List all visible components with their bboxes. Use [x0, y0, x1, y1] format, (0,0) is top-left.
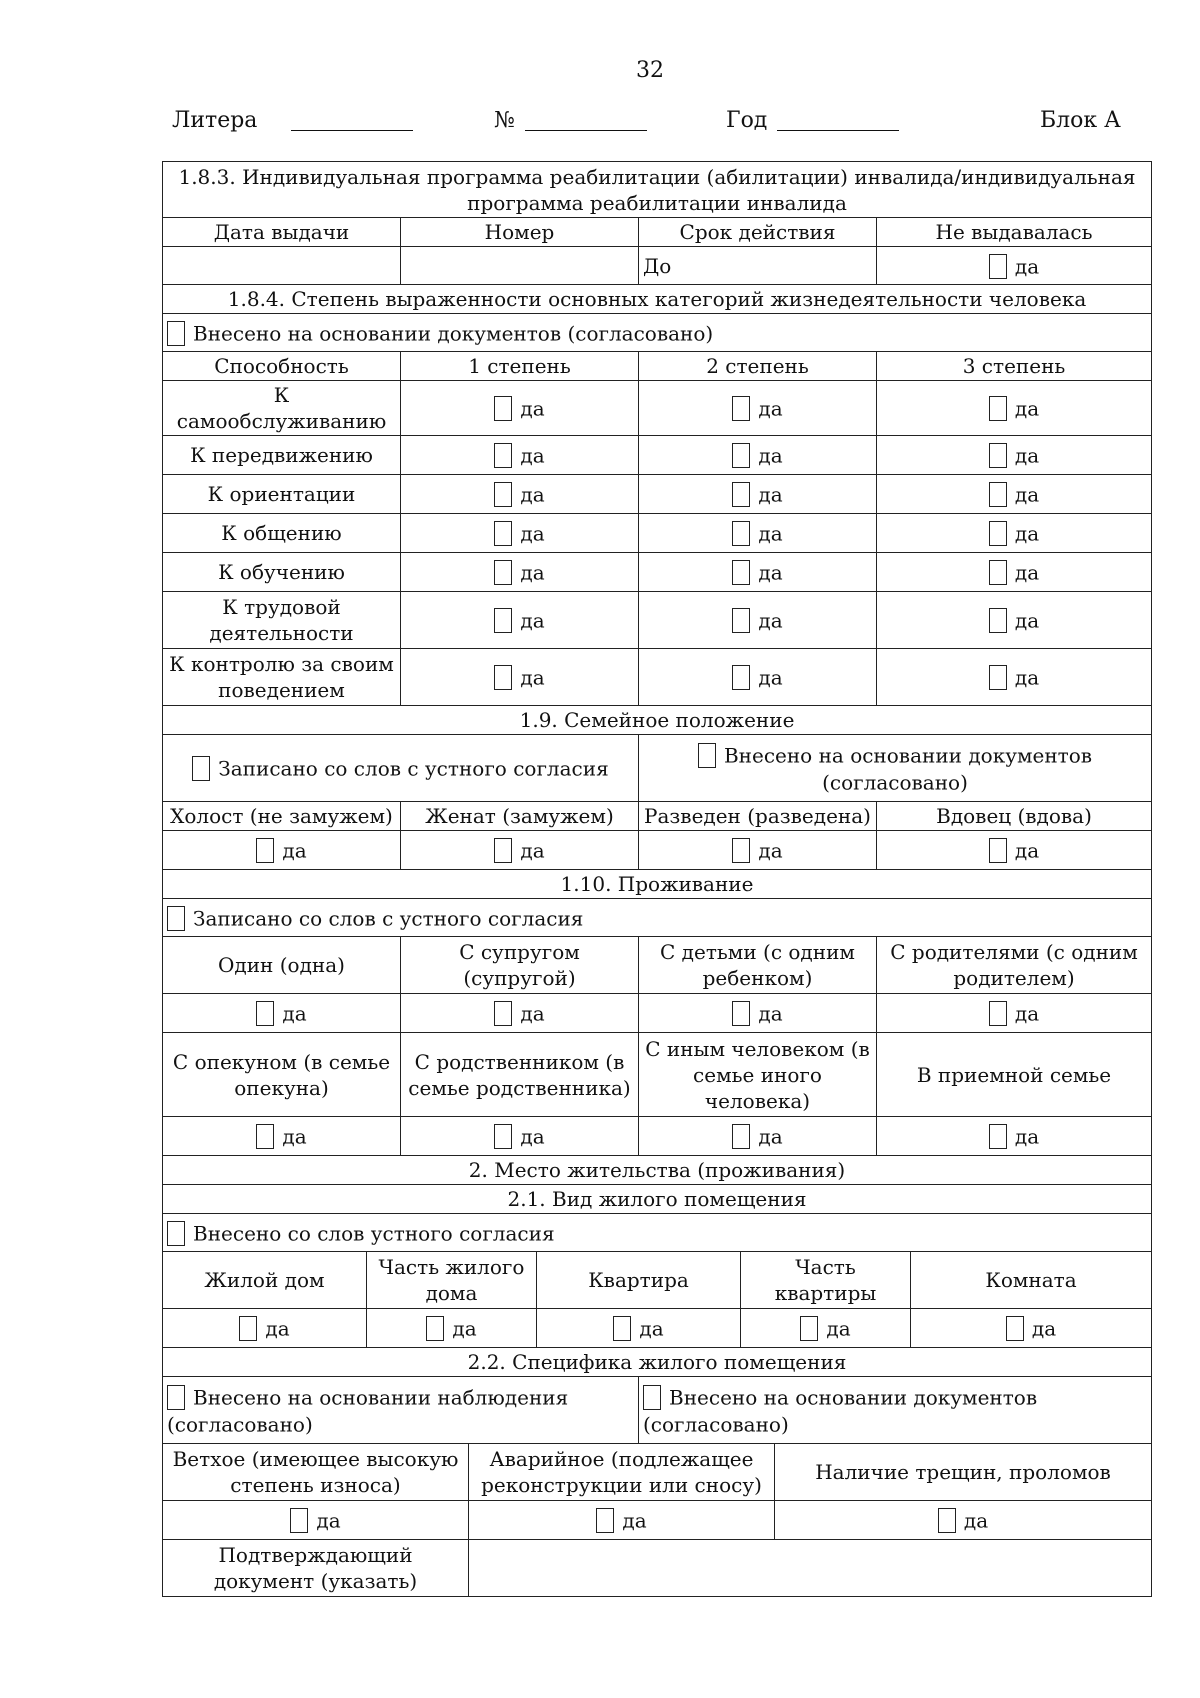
ability-row-label: К трудовой деятельности — [163, 592, 401, 649]
col-with-guardian: С опекуном (в семье опекуна) — [163, 1033, 401, 1117]
entered-docs-cell — [639, 735, 1152, 802]
ability-row-label: К общению — [163, 514, 401, 553]
section-1-8-3-title: 1.8.3. Индивидуальная программа реабилитации (абилитации) инвалида/индивидуальная программа реабилитации инвалида — [163, 162, 1152, 218]
section-1-10-title: 1.10. Проживание — [163, 870, 1152, 899]
degree-cell — [401, 514, 639, 553]
degree-1-checkbox[interactable] — [494, 396, 512, 421]
col-issue-date: Дата выдачи — [163, 218, 401, 247]
yes-label: да — [520, 560, 545, 585]
yes-label: да — [758, 521, 783, 546]
yes-label: да — [520, 838, 545, 863]
col-alone: Один (одна) — [163, 937, 401, 994]
part-house-checkbox[interactable] — [426, 1316, 444, 1341]
col-apartment: Квартира — [537, 1252, 741, 1309]
entered-docs-checkbox[interactable] — [167, 321, 185, 346]
with-relative-checkbox[interactable] — [494, 1124, 512, 1149]
col-ability: Способность — [163, 352, 401, 381]
living-cell — [639, 994, 877, 1033]
col-with-relative: С родственником (в семье родственника) — [401, 1033, 639, 1117]
yes-label: да — [265, 1316, 290, 1341]
alone-checkbox[interactable] — [256, 1001, 274, 1026]
yes-label: да — [316, 1508, 341, 1533]
widowed-checkbox[interactable] — [989, 838, 1007, 863]
litera-line — [291, 108, 413, 131]
entered-observation-label: Внесено на основании наблюдения (согласовано) — [167, 1385, 569, 1437]
degree-cell — [639, 649, 877, 706]
degree-1-checkbox[interactable] — [494, 443, 512, 468]
entered-docs-checkbox[interactable] — [643, 1385, 661, 1410]
degree-cell — [877, 514, 1152, 553]
litera-label: Литера — [172, 108, 258, 133]
degree-2-checkbox[interactable] — [732, 443, 750, 468]
dwelling-cell — [741, 1309, 911, 1348]
yes-label: да — [520, 1001, 545, 1026]
col-with-parents: С родителями (с одним родителем) — [877, 937, 1152, 994]
degree-2-checkbox[interactable] — [732, 608, 750, 633]
yes-label: да — [1014, 608, 1040, 633]
yes-label: да — [520, 521, 545, 546]
marital-cell — [163, 831, 401, 870]
dwelling-cell — [911, 1309, 1152, 1348]
section-2-title: 2. Место жительства (проживания) — [163, 1156, 1152, 1185]
col-divorced: Разведен (разведена) — [639, 802, 877, 831]
with-parents-checkbox[interactable] — [989, 1001, 1007, 1026]
yes-label: да — [520, 1124, 545, 1149]
degree-3-checkbox[interactable] — [989, 443, 1007, 468]
marital-cell — [639, 831, 877, 870]
yes-label: да — [758, 608, 783, 633]
degree-3-checkbox[interactable] — [989, 665, 1007, 690]
degree-2-checkbox[interactable] — [732, 396, 750, 421]
specifics-cell — [775, 1501, 1152, 1540]
yes-label: да — [758, 665, 783, 690]
degree-2-checkbox[interactable] — [732, 560, 750, 585]
with-children-checkbox[interactable] — [732, 1001, 750, 1026]
ability-row-label: К передвижению — [163, 436, 401, 475]
yes-label: да — [622, 1508, 647, 1533]
degree-2-checkbox[interactable] — [732, 482, 750, 507]
entered-docs-label: Внесено на основании документов (согласовано) — [193, 321, 714, 346]
year-field[interactable] — [726, 108, 767, 133]
single-checkbox[interactable] — [256, 838, 274, 863]
yes-label: да — [1014, 443, 1040, 468]
degree-cell — [639, 553, 877, 592]
yes-label: да — [758, 1001, 783, 1026]
yes-label: да — [758, 838, 783, 863]
degree-cell — [877, 381, 1152, 436]
col-not-issued: Не выдавалась — [877, 218, 1152, 247]
degree-cell — [401, 592, 639, 649]
issue-date-cell[interactable] — [163, 247, 401, 285]
dilapidated-checkbox[interactable] — [290, 1508, 308, 1533]
entered-oral-row — [163, 1214, 1152, 1252]
col-dilapidated: Ветхое (имеющее высокую степень износа) — [163, 1444, 469, 1501]
divorced-checkbox[interactable] — [732, 838, 750, 863]
section-2-1-title: 2.1. Вид жилого помещения — [163, 1185, 1152, 1214]
yes-label: да — [282, 1124, 307, 1149]
dwelling-cell — [367, 1309, 537, 1348]
ability-row-label: К ориентации — [163, 475, 401, 514]
degree-cell — [401, 553, 639, 592]
yes-label: да — [520, 665, 545, 690]
col-room: Комната — [911, 1252, 1152, 1309]
yes-label: да — [1014, 1001, 1040, 1026]
degree-cell — [401, 436, 639, 475]
recorded-oral-checkbox[interactable] — [167, 906, 185, 931]
degree-cell — [877, 649, 1152, 706]
yes-label: да — [1014, 521, 1040, 546]
degree-cell — [639, 436, 877, 475]
entered-observation-cell — [163, 1377, 639, 1444]
house-checkbox[interactable] — [239, 1316, 257, 1341]
yes-label: да — [639, 1316, 664, 1341]
entered-oral-checkbox[interactable] — [167, 1221, 185, 1246]
yes-label: да — [1014, 1124, 1040, 1149]
col-with-other: С иным человеком (в семье иного человека) — [639, 1033, 877, 1117]
yes-label: да — [758, 482, 783, 507]
dwelling-cell — [163, 1309, 367, 1348]
yes-label: да — [452, 1316, 477, 1341]
until-label: До — [643, 253, 672, 278]
degree-cell — [639, 592, 877, 649]
apartment-checkbox[interactable] — [613, 1316, 631, 1341]
cracks-checkbox[interactable] — [938, 1508, 956, 1533]
col-part-apartment: Часть квартиры — [741, 1252, 911, 1309]
with-spouse-checkbox[interactable] — [494, 1001, 512, 1026]
not-issued-cell — [877, 247, 1152, 285]
recorded-oral-cell — [163, 735, 639, 802]
degree-1-checkbox[interactable] — [494, 482, 512, 507]
degree-cell — [877, 553, 1152, 592]
living-cell — [877, 994, 1152, 1033]
degree-cell — [877, 436, 1152, 475]
dwelling-cell — [537, 1309, 741, 1348]
yes-label: да — [1014, 482, 1040, 507]
yes-label: да — [758, 396, 783, 421]
col-emergency: Аварийное (подлежащее реконструкции или сносу) — [469, 1444, 775, 1501]
married-checkbox[interactable] — [494, 838, 512, 863]
yes-label: да — [282, 1001, 307, 1026]
emergency-checkbox[interactable] — [596, 1508, 614, 1533]
section-2-2-title: 2.2. Специфика жилого помещения — [163, 1348, 1152, 1377]
yes-label: да — [1014, 560, 1040, 585]
year-line — [777, 108, 899, 131]
not-issued-checkbox[interactable] — [989, 254, 1007, 279]
yes-label: да — [1014, 396, 1040, 421]
validity-cell[interactable] — [639, 247, 877, 285]
col-married: Женат (замужем) — [401, 802, 639, 831]
room-checkbox[interactable] — [1006, 1316, 1024, 1341]
degree-cell — [401, 381, 639, 436]
col-foster-family: В приемной семье — [877, 1033, 1152, 1117]
recorded-oral-label: Записано со слов с устного согласия — [218, 756, 609, 781]
confirm-doc-label: Подтверждающий документ (указать) — [163, 1540, 469, 1597]
recorded-oral-label: Записано со слов с устного согласия — [193, 906, 584, 931]
yes-label: да — [520, 443, 545, 468]
col-widowed: Вдовец (вдова) — [877, 802, 1152, 831]
col-house: Жилой дом — [163, 1252, 367, 1309]
degree-cell — [401, 475, 639, 514]
col-degree-2: 2 степень — [639, 352, 877, 381]
yes-label: да — [963, 1508, 989, 1533]
col-single: Холост (не замужем) — [163, 802, 401, 831]
with-guardian-checkbox[interactable] — [256, 1124, 274, 1149]
confirm-doc-field[interactable] — [469, 1540, 1152, 1597]
degree-cell — [639, 475, 877, 514]
specifics-cell — [469, 1501, 775, 1540]
entered-oral-label: Внесено со слов устного согласия — [193, 1221, 555, 1246]
recorded-oral-checkbox[interactable] — [192, 756, 210, 781]
degree-cell — [877, 592, 1152, 649]
yes-label: да — [520, 608, 545, 633]
living-cell — [639, 1117, 877, 1156]
degree-cell — [639, 381, 877, 436]
degree-3-checkbox[interactable] — [989, 396, 1007, 421]
entered-docs-cell — [639, 1377, 1152, 1444]
degree-1-checkbox[interactable] — [494, 608, 512, 633]
degree-3-checkbox[interactable] — [989, 521, 1007, 546]
section-1-9-title: 1.9. Семейное положение — [163, 706, 1152, 735]
yes-label: да — [1014, 838, 1040, 863]
col-validity: Срок действия — [639, 218, 877, 247]
block-label: Блок А — [1040, 108, 1121, 133]
degree-cell — [639, 514, 877, 553]
living-cell — [401, 994, 639, 1033]
col-cracks: Наличие трещин, проломов — [775, 1444, 1152, 1501]
col-with-children: С детьми (с одним ребенком) — [639, 937, 877, 994]
form-header — [172, 108, 1120, 140]
yes-label: да — [520, 482, 545, 507]
ability-row-label: К самообслуживанию — [163, 381, 401, 436]
specifics-cell — [163, 1501, 469, 1540]
living-cell — [163, 994, 401, 1033]
col-number: Номер — [401, 218, 639, 247]
col-part-house: Часть жилого дома — [367, 1252, 537, 1309]
yes-label: да — [758, 560, 783, 585]
year-label: Год — [726, 108, 768, 133]
col-with-spouse: С супругом (супругой) — [401, 937, 639, 994]
yes-label: да — [1014, 254, 1040, 279]
page-number: 32 — [636, 58, 664, 83]
yes-label: да — [758, 1124, 783, 1149]
yes-label: да — [282, 838, 307, 863]
entered-docs-row — [163, 314, 1152, 352]
yes-label: да — [520, 396, 545, 421]
marital-cell — [877, 831, 1152, 870]
section-1-8-4-title: 1.8.4. Степень выраженности основных категорий жизнедеятельности человека — [163, 285, 1152, 314]
living-cell — [163, 1117, 401, 1156]
marital-cell — [401, 831, 639, 870]
entered-docs-label: Внесено на основании документов (согласовано) — [643, 1385, 1038, 1437]
degree-1-checkbox[interactable] — [494, 560, 512, 585]
ability-row-label: К обучению — [163, 553, 401, 592]
entered-docs-label: Внесено на основании документов (согласовано) — [723, 743, 1093, 795]
recorded-oral-row — [163, 899, 1152, 937]
living-cell — [877, 1117, 1152, 1156]
col-degree-3: 3 степень — [877, 352, 1152, 381]
ability-row-label: К контролю за своим поведением — [163, 649, 401, 706]
part-apartment-checkbox[interactable] — [800, 1316, 818, 1341]
number-field[interactable] — [494, 108, 515, 133]
col-degree-1: 1 степень — [401, 352, 639, 381]
living-cell — [401, 1117, 639, 1156]
number-line — [525, 108, 647, 131]
degree-3-checkbox[interactable] — [989, 482, 1007, 507]
degree-1-checkbox[interactable] — [494, 665, 512, 690]
degree-2-checkbox[interactable] — [732, 665, 750, 690]
yes-label: да — [1014, 665, 1040, 690]
with-other-checkbox[interactable] — [732, 1124, 750, 1149]
degree-3-checkbox[interactable] — [989, 560, 1007, 585]
degree-3-checkbox[interactable] — [989, 608, 1007, 633]
form-table — [162, 161, 1152, 1597]
number-label: № — [494, 108, 515, 133]
number-cell[interactable] — [401, 247, 639, 285]
entered-observation-checkbox[interactable] — [167, 1385, 185, 1410]
entered-docs-checkbox[interactable] — [698, 743, 716, 768]
degree-cell — [401, 649, 639, 706]
yes-label: да — [826, 1316, 851, 1341]
foster-family-checkbox[interactable] — [989, 1124, 1007, 1149]
yes-label: да — [758, 443, 783, 468]
litera-field[interactable] — [172, 108, 257, 133]
yes-label: да — [1031, 1316, 1057, 1341]
degree-cell — [877, 475, 1152, 514]
degree-2-checkbox[interactable] — [732, 521, 750, 546]
degree-1-checkbox[interactable] — [494, 521, 512, 546]
